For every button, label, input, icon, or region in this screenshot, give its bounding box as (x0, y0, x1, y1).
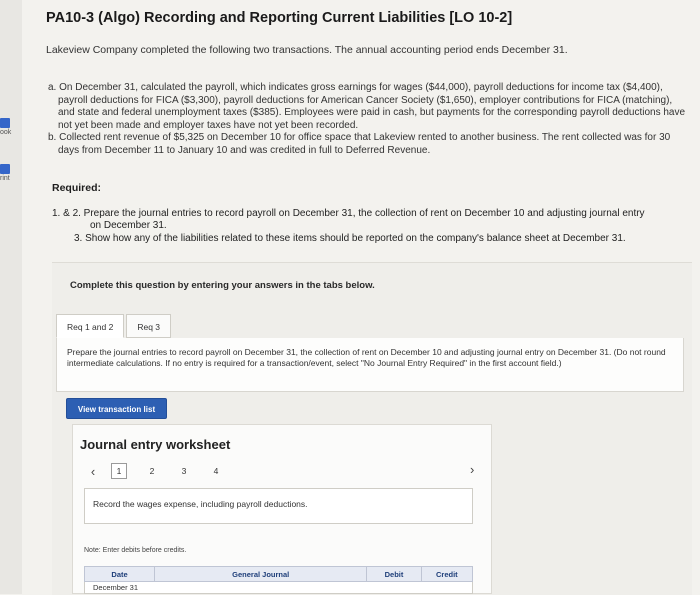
required-item-3: 3. Show how any of the liabilities related to these items should be reported on the company's balance sheet at December 31. (74, 232, 626, 244)
transaction-list (48, 82, 688, 158)
table-row[interactable] (84, 582, 473, 594)
worksheet-title: Journal entry worksheet (80, 437, 231, 452)
row-date: December 31 (93, 583, 139, 592)
page-4[interactable]: 4 (213, 466, 219, 476)
column-date: Date (85, 567, 155, 581)
journal-table-header (84, 566, 473, 582)
page-title: PA10-3 (Algo) Recording and Reporting Current Liabilities [LO 10-2] (46, 10, 513, 26)
print-icon (0, 164, 10, 174)
view-transaction-list-button[interactable]: View transaction list (66, 398, 167, 419)
chevron-left-icon[interactable]: ‹ (90, 463, 96, 479)
column-general-journal: General Journal (155, 567, 367, 581)
transaction-a: a. On December 31, calculated the payroll, which indicates gross earnings for wages ($44,000), payroll deductions for income tax ($4,400), payroll deductions for FICA ($3,300), payroll deductions for American Cancer Society ($1,650), employer contributions for FICA (matching), and state and federal unemployment taxes ($385). Employees were paid in cash, but payments for the corresponding payroll deductions have not yet been made and employer taxes have not yet been recorded. (48, 82, 686, 131)
column-debit: Debit (367, 567, 421, 581)
tab-req-3[interactable]: Req 3 (126, 314, 171, 338)
chevron-right-icon[interactable]: › (470, 462, 475, 477)
rail-item-print[interactable] (0, 164, 22, 182)
column-credit: Credit (435, 570, 458, 579)
required-heading: Required: (52, 182, 102, 194)
left-rail (0, 0, 22, 594)
problem-intro: Lakeview Company completed the following two transactions. The annual accounting period ends December 31. (46, 44, 568, 56)
rail-item-ebook[interactable] (0, 118, 22, 136)
debits-note: Note: Enter debits before credits. (84, 547, 187, 554)
page-3[interactable]: 3 (181, 466, 187, 476)
required-list (52, 208, 692, 245)
tab-bar (56, 314, 171, 338)
record-instruction: Record the wages expense, including payroll deductions. (84, 488, 473, 524)
complete-instructions: Complete this question by entering your answers in the tabs below. (70, 280, 375, 291)
rail-item-ebook-label: ook (0, 129, 12, 136)
tab-instructions: Prepare the journal entries to record payroll on December 31, the collection of rent on December 10 and adjusting journal entry on December 31. (Do not round intermediate calculations. If no entry is required for a transaction/event, select "No Journal Entry Required" in the first account field.) (56, 338, 684, 392)
page-2[interactable]: 2 (149, 466, 155, 476)
page-1[interactable]: 1 (111, 463, 127, 479)
required-item-1-2-continued: on December 31. (90, 220, 167, 232)
transaction-b: b. Collected rent revenue of $5,325 on December 10 for office space that Lakeview rented to another business. The rent collected was for 30 days from December 11 to January 10 and was credited in full to Deferred Revenue. (48, 132, 671, 156)
tab-req-1-and-2[interactable]: Req 1 and 2 (56, 314, 124, 338)
book-icon (0, 118, 10, 128)
worksheet-pager (84, 463, 232, 479)
rail-item-print-label: rint (0, 175, 10, 182)
required-item-1-2: 1. & 2. Prepare the journal entries to record payroll on December 31, the collection of rent on December 10 and adjusting journal entry (52, 208, 645, 219)
